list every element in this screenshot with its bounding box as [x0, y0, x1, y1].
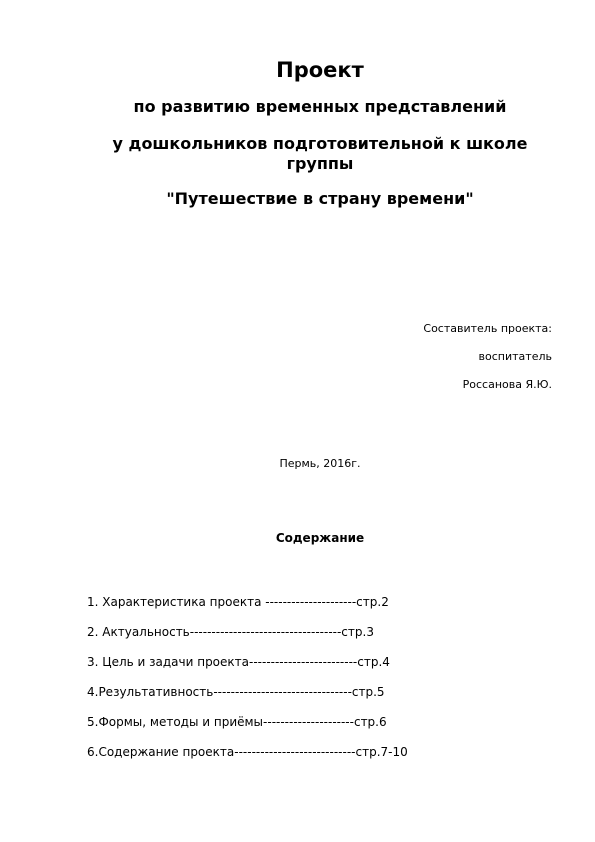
city-year: Пермь, 2016г.	[279, 457, 361, 470]
subtitle-line-3: "Путешествие в страну времени"	[166, 189, 474, 208]
toc-item: 4.Результативность--------------------------------стр.5	[87, 685, 385, 699]
author-role-label: Составитель проекта:	[423, 322, 552, 335]
table-of-contents	[87, 594, 527, 774]
author-name: Россанова Я.Ю.	[462, 378, 552, 391]
author-position: воспитатель	[478, 350, 552, 363]
toc-item: 1. Характеристика проекта ---------------------стр.2	[87, 595, 389, 609]
toc-item: 2. Актуальность-----------------------------------стр.3	[87, 625, 374, 639]
subtitle-line-1: по развитию временных представлений	[133, 97, 507, 116]
toc-item: 5.Формы, методы и приёмы---------------------стр.6	[87, 715, 387, 729]
toc-item: 6.Содержание проекта----------------------------стр.7-10	[87, 745, 408, 759]
subtitle-line-2: у дошкольников подготовительной к школе группы	[112, 134, 528, 173]
toc-heading: Содержание	[275, 531, 365, 545]
toc-item: 3. Цель и задачи проекта-------------------------стр.4	[87, 655, 390, 669]
document-title: Проект	[276, 58, 364, 82]
